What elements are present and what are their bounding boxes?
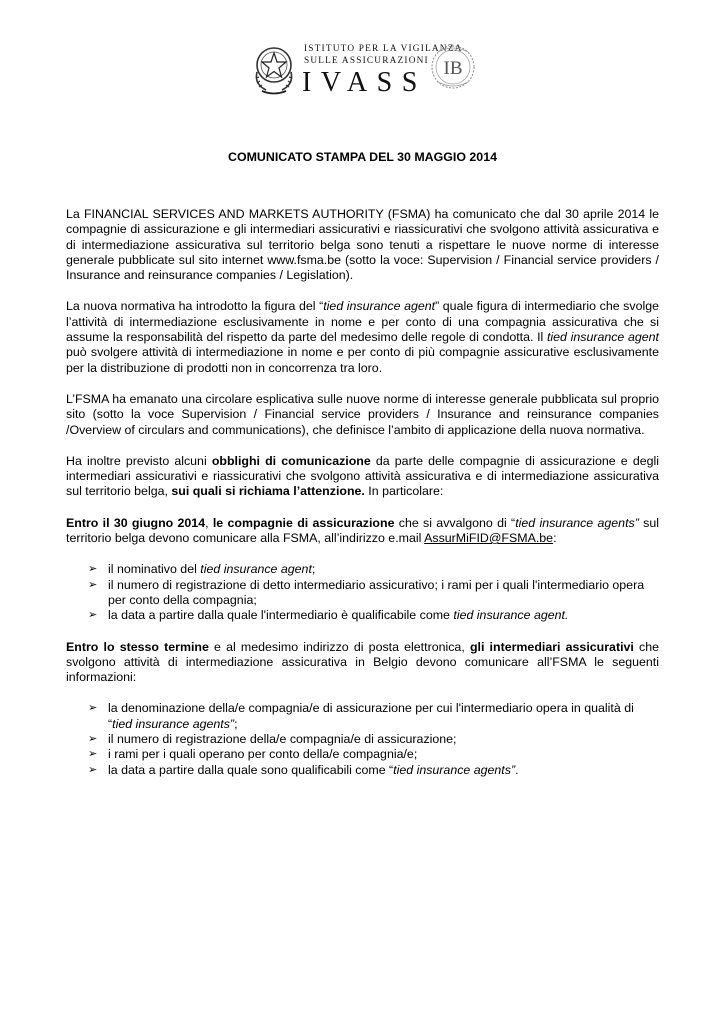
- list-item: ➢ la denominazione della/e compagnia/e di assicurazione per cui l'intermediario opera in qualità di “tied insurance agents”;: [88, 701, 634, 731]
- p5-bold-subject: le compagnie di assicurazione: [212, 515, 395, 530]
- email-link[interactable]: AssurMiFID@FSMA.be: [424, 531, 554, 546]
- paragraph-4: [66, 454, 659, 500]
- p6-bold-c: gli intermediari assicurativi: [469, 639, 634, 654]
- p2-text-a: La nuova normativa ha introdotto la figura del “: [66, 299, 324, 314]
- p4-text-a: Ha inoltre previsto alcuni: [66, 453, 212, 468]
- arrow-bullet-icon: ➢: [88, 763, 98, 776]
- p5-text-d: che si avvalgono di “: [394, 515, 516, 530]
- paragraph-5: [66, 516, 659, 547]
- p5-text-g: :: [553, 531, 557, 546]
- p4-bold-b: sui quali si richiama l’attenzione.: [171, 484, 365, 499]
- p2-text-e: può svolgere attività di intermediazione in nome e per conto di più compagnie assicurative esclusivamente per la distribuzione di prodotti non in concorrenza tra loro.: [66, 345, 659, 375]
- p6-bold-a: Entro lo stesso termine: [66, 639, 209, 654]
- p2-italic-term-2: tied insurance agent: [546, 330, 659, 345]
- list-item: ➢ il numero di registrazione della/e compagnia/e di assicurazione;: [88, 732, 457, 747]
- arrow-bullet-icon: ➢: [88, 733, 98, 746]
- list-item: ➢ la data a partire dalla quale l'intermediario è qualificabile come tied insurance agent.: [88, 608, 569, 623]
- arrow-bullet-icon: ➢: [88, 609, 98, 622]
- monogram-letters: IB: [443, 58, 463, 79]
- paragraph-1: La FINANCIAL SERVICES AND MARKETS AUTHORITY (FSMA) ha comunicato che dal 30 aprile 2014 le compagnie di assicurazione e gli intermediari assicurativi e riassicurativi che svolgono attività assicurativa e di intermediazione assicurativa sul territorio belga sono tenuti a rispettare le nuove norme di interesse generale pubblicate sul sito internet www.fsma.be (sotto la voce: Supervision / Financial service providers / Insurance and reinsurance companies / Legislation).: [66, 207, 659, 283]
- p4-text-e: In particolare:: [364, 484, 444, 499]
- p5-text-b: ,: [205, 515, 213, 530]
- ib-monogram-logo: [428, 40, 478, 94]
- paragraph-3: L’FSMA ha emanato una circolare esplicativa sulle nuove norme di interesse generale pubblicata sul proprio sito (sotto la voce Supervision / Financial service providers / Insurance and reinsurance companies /Overview of circulars and communications), che definisce l’ambito di applicazione della nuova normativa.: [66, 391, 659, 437]
- p6-text-d: che svolgono attività di intermediazione assicurativa in Belgio devono comunicare all’FSMA le seguenti informazioni:: [66, 639, 659, 685]
- list-item: ➢ i rami per i quali operano per conto della/e compagnia/e;: [88, 747, 418, 762]
- ivass-brand: IVASS: [302, 67, 427, 98]
- list-item: ➢ il numero di registrazione di detto intermediario assicurativo; i rami per i quali l'intermediario opera per conto della compagnia;: [88, 577, 645, 607]
- list-item: ➢ il nominativo del tied insurance agent;: [88, 562, 316, 577]
- p4-text-c: da parte delle compagnie di assicurazione e degli intermediari assicurativi e riassicurativi che svolgono attività assicurativa e di intermediazione assicurativa sul territorio belga,: [66, 453, 660, 499]
- p5-text-f: sul territorio belga devono comunicare alla FSMA, all’indirizzo e.mail: [66, 515, 659, 546]
- document-body: [66, 207, 659, 794]
- p2-italic-term-1: tied insurance agent: [323, 299, 436, 314]
- page-title: COMUNICATO STAMPA DEL 30 MAGGIO 2014: [228, 150, 497, 164]
- bullet-list-1: [66, 562, 659, 623]
- arrow-bullet-icon: ➢: [88, 702, 98, 715]
- paragraph-6: [66, 640, 659, 686]
- paragraph-2: [66, 299, 659, 375]
- arrow-bullet-icon: ➢: [88, 578, 98, 591]
- ivass-letterhead: [250, 40, 480, 102]
- institute-name-line1: ISTITUTO PER LA VIGILANZA: [304, 44, 463, 54]
- arrow-bullet-icon: ➢: [88, 563, 98, 576]
- italian-republic-emblem-icon: [250, 42, 298, 96]
- p5-bold-date: Entro il 30 giugno 2014: [66, 515, 206, 530]
- p2-text-c: ” quale figura di intermediario che svolge l’attività di intermediazione esclusivamente in nome e per conto di una compagnia assicurativa che si assume la responsabilità del rispetto da parte del medesimo delle regole di condotta. Il: [66, 299, 659, 345]
- list-item: ➢ la data a partire dalla quale sono qualificabili come “tied insurance agents”.: [88, 762, 519, 777]
- p4-bold-a: obblighi di comunicazione: [211, 453, 371, 468]
- institute-name-line2: SULLE ASSICURAZIONI: [304, 56, 429, 66]
- arrow-bullet-icon: ➢: [88, 748, 98, 761]
- bullet-list-2: [66, 701, 659, 777]
- p5-italic-term: tied insurance agents”: [515, 515, 639, 530]
- p6-text-b: e al medesimo indirizzo di posta elettronica,: [208, 639, 470, 654]
